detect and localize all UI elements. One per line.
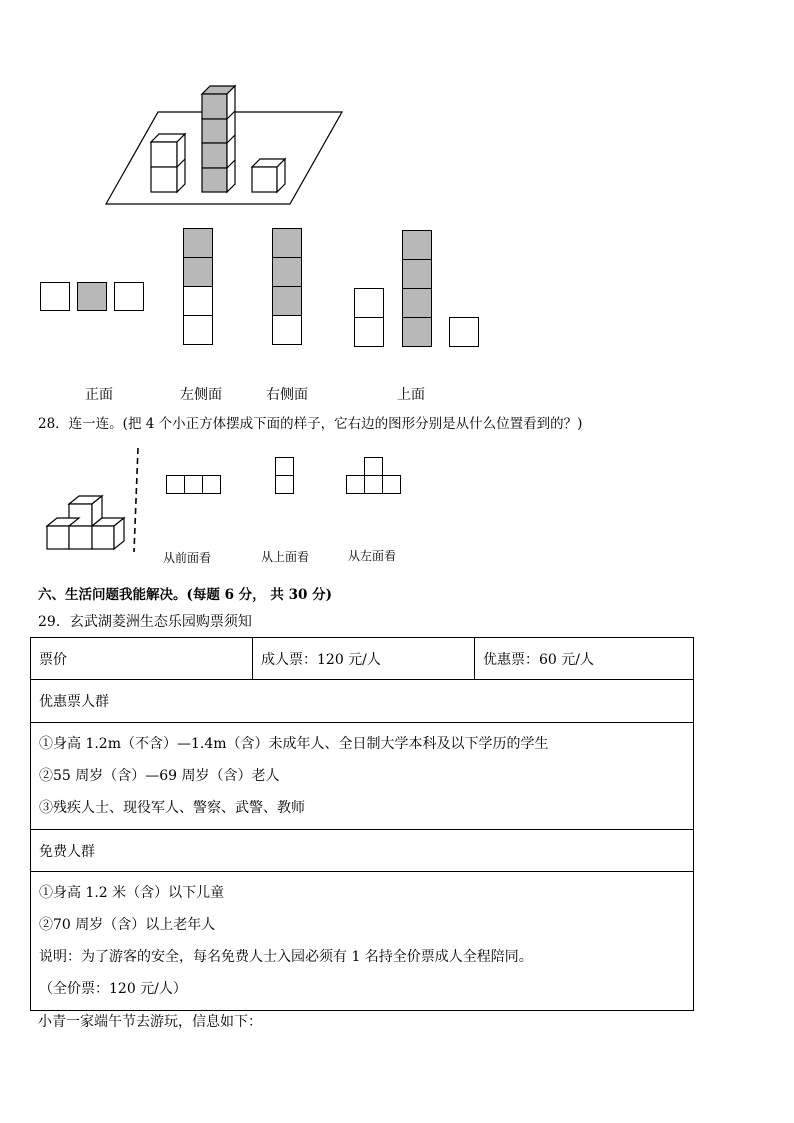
ticket-info-table (30, 637, 694, 1011)
option-label-left: 从左面看 (348, 549, 397, 563)
gray-square (402, 259, 432, 289)
discount-group-title: 优惠票人群 (31, 680, 694, 723)
free-item: ②70 周岁（含）以上老年人 (39, 917, 216, 933)
gray-square (272, 286, 302, 316)
free-items-cell (31, 872, 694, 1011)
view-label-right: 右侧面 (266, 387, 308, 403)
free-note: 说明：为了游客的安全，每名免费人士入园必须有 1 名持全价票成人全程陪同。 (39, 949, 533, 965)
square (354, 317, 384, 347)
gray-square (183, 257, 213, 287)
table-row (31, 680, 694, 723)
left-cube-stack (151, 134, 185, 192)
square (183, 286, 213, 316)
square (354, 288, 384, 318)
discount-item: ③残疾人士、现役军人、警察、武警、教师 (39, 800, 305, 816)
square (166, 475, 185, 494)
square (114, 282, 144, 311)
q29-footer: 小青一家端午节去游玩，信息如下： (38, 1014, 262, 1030)
square (202, 475, 221, 494)
view-label-top: 上面 (397, 387, 425, 403)
square (364, 457, 383, 476)
section-heading: 六、生活问题我能解决。(每题 6 分， 共 30 分) (38, 587, 332, 603)
gray-square (183, 228, 213, 258)
full-price-note: （全价票：120 元/人） (39, 981, 187, 997)
square (449, 317, 479, 347)
middle-cube-stack (202, 86, 235, 192)
table-row (31, 723, 694, 830)
square (382, 475, 401, 494)
square (364, 475, 383, 494)
gray-square (272, 228, 302, 258)
discount-price-cell: 优惠票：60 元/人 (475, 638, 694, 680)
table-row (31, 830, 694, 872)
square (275, 475, 294, 494)
q28-title: 28．连一连。(把 4 个小正方体摆成下面的样子，它右边的图形分别是从什么位置看到的？) (38, 416, 583, 432)
discount-item: ②55 周岁（含）—69 周岁（含）老人 (39, 768, 280, 784)
free-item: ①身高 1.2 米（含）以下儿童 (39, 885, 225, 901)
right-single-cube (252, 159, 285, 192)
square (346, 475, 365, 494)
free-group-title: 免费人群 (31, 830, 694, 872)
table-row (31, 872, 694, 1011)
price-label-cell: 票价 (31, 638, 253, 680)
adult-price-cell: 成人票：120 元/人 (253, 638, 475, 680)
cube-scene-illustration (0, 0, 794, 230)
square (184, 475, 203, 494)
gray-square (402, 288, 432, 318)
gray-square (77, 282, 107, 311)
gray-square (272, 257, 302, 287)
q28-cube-arrangement (40, 440, 180, 560)
square (183, 315, 213, 345)
square (40, 282, 70, 311)
square (275, 457, 294, 476)
square (272, 315, 302, 345)
gray-square (402, 317, 432, 347)
option-label-top: 从上面看 (261, 550, 310, 564)
q29-title: 29．玄武湖菱洲生态乐园购票须知 (38, 614, 252, 630)
gray-square (402, 230, 432, 260)
discount-item: ①身高 1.2m（不含）—1.4m（含）未成年人、全日制大学本科及以下学历的学生 (39, 736, 549, 752)
view-label-front: 正面 (85, 387, 113, 403)
option-label-front: 从前面看 (163, 551, 212, 565)
view-label-left: 左侧面 (180, 387, 222, 403)
table-row (31, 638, 694, 680)
discount-items-cell (31, 723, 694, 830)
